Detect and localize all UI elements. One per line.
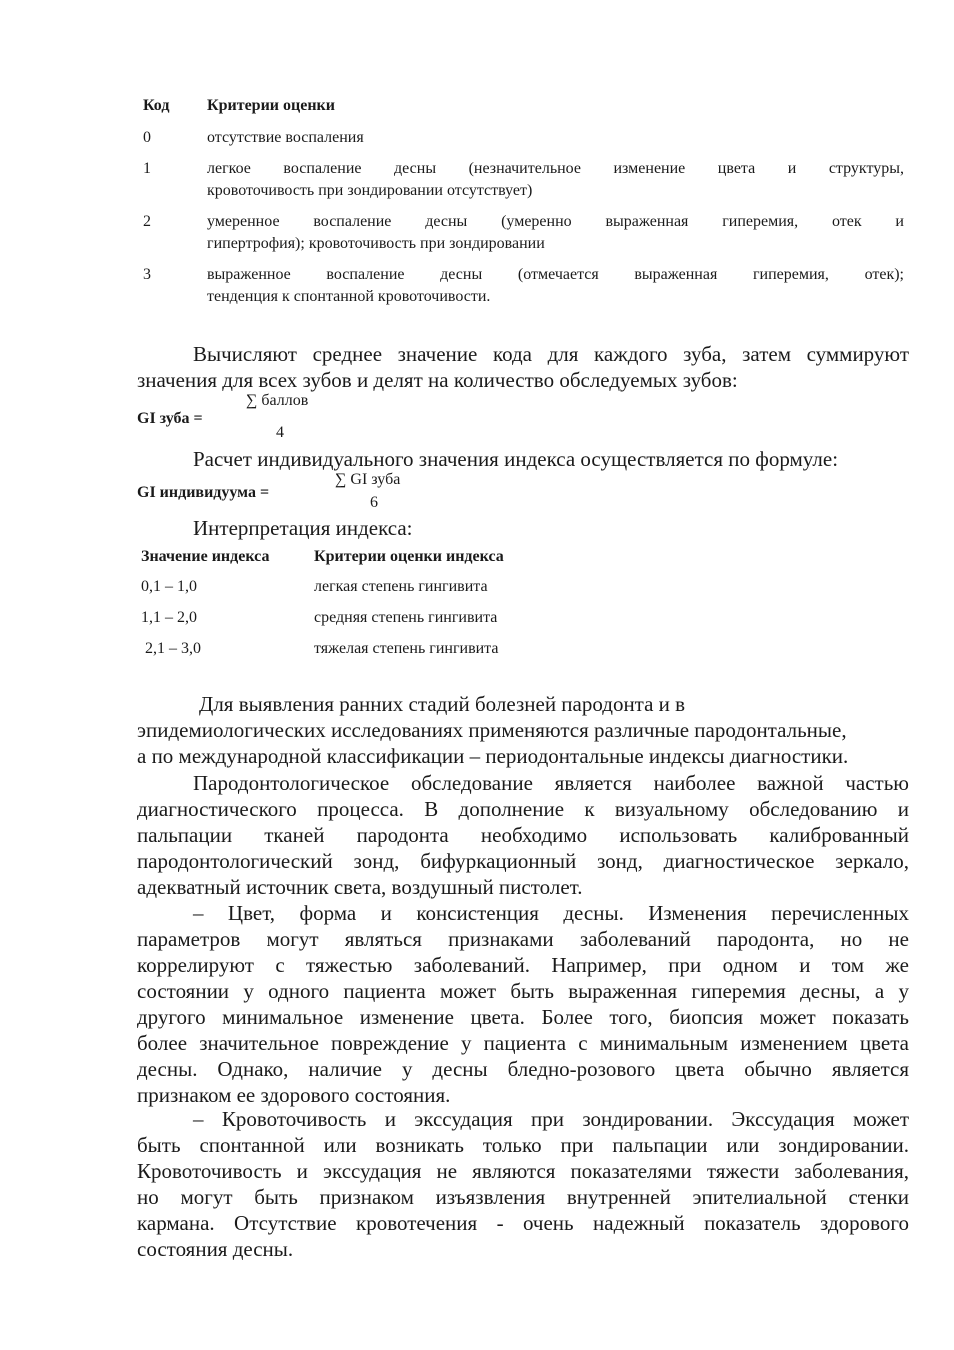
table-row-criteria: гипертрофия); кровоточивость при зондировании [207,235,545,252]
table-row-criteria: легкое воспаление десны (незначительное изменение цвета и структуры, [207,160,904,177]
paragraph-line: параметров могут являться признаками заболеваний пародонта, но не [137,927,909,951]
table-row-range: 1,1 – 2,0 [141,609,197,626]
paragraph-line: состоянии у одного пациента может быть выраженная гиперемия десны, а у [137,979,909,1003]
paragraph-line: другого минимальное изменение цвета. Более того, биопсия может показать [137,1005,909,1029]
paragraph-line: Кровоточивость и экссудация не являются показателями тяжести заболевания, [137,1159,909,1183]
paragraph-line: быть спонтанной или возникать только при пальпации или зондировании. [137,1133,909,1157]
table-row-criteria: тенденция к спонтанной кровоточивости. [207,288,491,305]
paragraph-line: – Цвет, форма и консистенция десны. Изменения перечисленных [193,901,909,925]
paragraph-line: пародонтологический зонд, бифуркационный зонд, диагностическое зеркало, [137,849,909,873]
table-row-code: 0 [143,129,151,146]
table-row-criteria: средняя степень гингивита [314,609,498,626]
index-criteria-header: Критерии оценки индекса [314,548,504,565]
paragraph-line: эпидемиологических исследованиях применяются различные пародонтальные, [137,718,847,742]
paragraph-line: пальпации тканей пародонта необходимо использовать калиброванный [137,823,909,847]
formula-gi-tooth-denominator: 4 [276,424,284,441]
criteria-header: Критерии оценки [207,97,335,114]
paragraph-line: Расчет индивидуального значения индекса осуществляется по формуле: [193,447,839,471]
paragraph-line: более значительное повреждение у пациента с минимальным изменением цвета [137,1031,909,1055]
formula-gi-tooth-numerator: ∑ баллов [246,392,309,409]
paragraph-line: Пародонтологическое обследование является наиболее важной частью [193,771,909,795]
table-row-criteria: выраженное воспаление десны (отмечается выраженная гиперемия, отек); [207,266,904,283]
paragraph-line: десны. Однако, наличие у десны бледно-розового цвета обычно является [137,1057,909,1081]
paragraph-line: диагностического процесса. В дополнение к визуальному обследованию и [137,797,909,821]
formula-gi-individual-denominator: 6 [370,494,378,511]
paragraph-line: Для выявления ранних стадий болезней пародонта и в [199,692,686,716]
paragraph-line: кармана. Отсутствие кровотечения - очень надежный показатель здорового [137,1211,909,1235]
table-row-criteria: кровоточивость при зондировании отсутствует) [207,182,533,199]
table-row-criteria: умеренное воспаление десны (умеренно выраженная гиперемия, отек и [207,213,904,230]
paragraph-line: Вычисляют среднее значение кода для каждого зуба, затем суммируют [193,342,909,366]
paragraph-line: но могут быть признаком изъязвления внутренней эпителиальной стенки [137,1185,909,1209]
table-row-code: 2 [143,213,151,230]
formula-gi-individual-label: GI индивидуума = [137,484,270,501]
table-row-criteria: тяжелая степень гингивита [314,640,499,657]
formula-gi-tooth-label: GI зуба = [137,410,203,427]
paragraph-line: коррелируют с тяжестью заболеваний. Например, при одном и том же [137,953,909,977]
table-row-range: 0,1 – 1,0 [141,578,197,595]
table-row-code: 1 [143,160,151,177]
paragraph-line: состояния десны. [137,1237,294,1261]
paragraph-line: значения для всех зубов и делят на количество обследуемых зубов: [137,368,738,392]
paragraph-line: Интерпретация индекса: [193,516,413,540]
table-row-code: 3 [143,266,151,283]
table-row-range: 2,1 – 3,0 [145,640,201,657]
paragraph-line: а по международной классификации – периодонтальные индексы диагностики. [137,744,849,768]
paragraph-line: – Кровоточивость и экссудация при зондировании. Экссудация может [193,1107,909,1131]
paragraph-line: адекватный источник света, воздушный пистолет. [137,875,583,899]
paragraph-line: признаком ее здорового состояния. [137,1083,451,1107]
formula-gi-individual-numerator: ∑ GI зуба [335,471,401,488]
table-row-criteria: легкая степень гингивита [314,578,488,595]
index-value-header: Значение индекса [141,548,270,565]
table-row-criteria: отсутствие воспаления [207,129,364,146]
code-header: Код [143,97,170,114]
